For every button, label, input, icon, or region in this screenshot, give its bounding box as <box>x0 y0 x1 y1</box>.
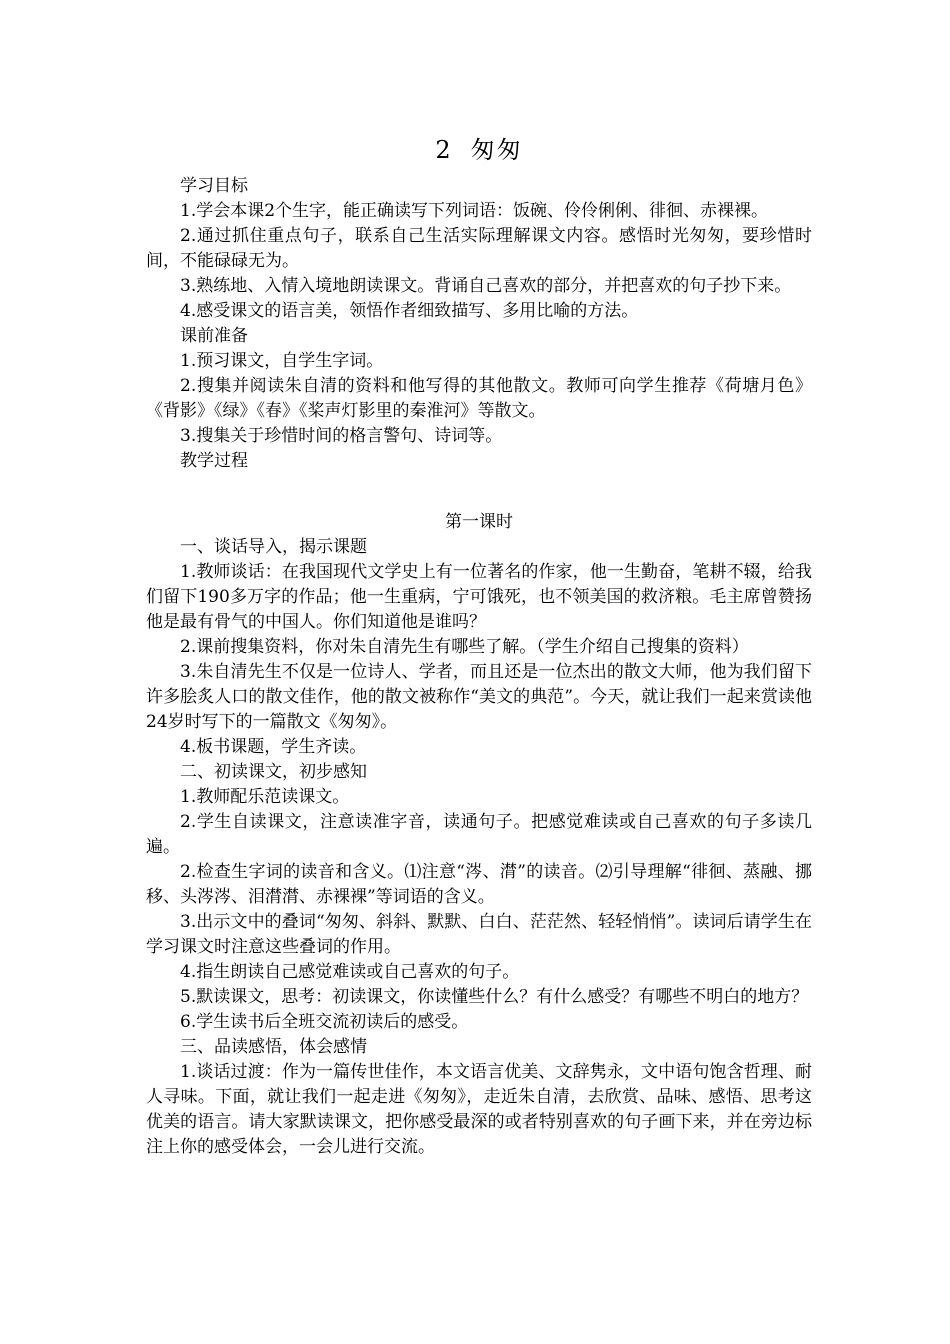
session-heading: 第一课时 <box>445 512 513 532</box>
process-heading: 教学过程 <box>180 451 248 471</box>
part2-item: 3.出示文中的叠词“匆匆、斜斜、默默、白白、茫茫然、轻轻悄悄”。读词后请学生在学习课文时注意这些叠词的作用。 <box>146 912 812 957</box>
objective-item: 3.熟练地、入情入境地朗读课文。背诵自己喜欢的部分，并把喜欢的句子抄下来。 <box>180 276 792 296</box>
part3-item: 1.谈话过渡：作为一篇传世佳作，本文语言优美、文辞隽永，文中语句饱含哲理、耐人寻味。下面，就让我们一起走进《匆匆》，走近朱自清，去欣赏、品味、感悟、思考这优美的语言。请大家默读课文，把你感受最深的或者特别喜欢的句子画下来，并在旁边标注上你的感受体会，一会儿进行交流。 <box>146 1062 812 1157</box>
prep-item: 1.预习课文，自学生字词。 <box>180 351 384 371</box>
objective-item: 4.感受课文的语言美，领悟作者细致描写、多用比喻的方法。 <box>180 301 639 321</box>
part2-heading: 二、初读课文，初步感知 <box>180 762 367 782</box>
objective-item: 1.学会本课2个生字，能正确读写下列词语：饭碗、伶伶俐俐、徘徊、赤裸裸。 <box>180 201 769 221</box>
part1-item: 2.课前搜集资料，你对朱自清先生有哪些了解。（学生介绍自己搜集的资料） <box>180 637 749 657</box>
part2-item: 6.学生读书后全班交流初读后的感受。 <box>180 1012 469 1032</box>
lesson-title <box>146 130 812 170</box>
part3-heading: 三、品读感悟，体会感情 <box>180 1037 367 1057</box>
part2-item: 4.指生朗读自己感觉难读或自己喜欢的句子。 <box>180 962 520 982</box>
lesson-number: 2 <box>435 136 453 164</box>
part2-item: 5.默读课文，思考：初读课文，你读懂些什么？有什么感受？有哪些不明白的地方？ <box>180 987 809 1007</box>
part1-item: 1.教师谈话：在我国现代文学史上有一位著名的作家，他一生勤奋，笔耕不辍，给我们留下190多万字的作品；他一生重病，宁可饿死，也不领美国的救济粮。毛主席曾赞扬他是最有骨气的中国人。你们知道他是谁吗？ <box>146 562 812 632</box>
objectives-heading: 学习目标 <box>180 176 248 196</box>
prep-heading: 课前准备 <box>180 326 248 346</box>
part1-heading: 一、谈话导入，揭示课题 <box>180 537 367 557</box>
objective-item: 2.通过抓住重点句子，联系自己生活实际理解课文内容。感悟时光匆匆，要珍惜时间，不能碌碌无为。 <box>146 226 812 271</box>
document-page <box>146 130 812 1160</box>
prep-item: 2.搜集并阅读朱自清的资料和他写得的其他散文。教师可向学生推荐《荷塘月色》《背影》《绿》《春》《桨声灯影里的秦淮河》等散文。 <box>146 376 812 421</box>
part1-item: 4.板书课题，学生齐读。 <box>180 737 367 757</box>
part1-item: 3.朱自清先生不仅是一位诗人、学者，而且还是一位杰出的散文大师，他为我们留下许多脍炙人口的散文佳作，他的散文被称作“美文的典范”。今天，就让我们一起来赏读他24岁时写下的一篇散文《匆匆》。 <box>146 662 812 732</box>
part2-item: 2.检查生字词的读音和含义。⑴注意“涔、潸”的读音。⑵引导理解“徘徊、蒸融、挪移、头涔涔、泪潸潸、赤裸裸”等词语的含义。 <box>146 862 812 907</box>
prep-item: 3.搜集关于珍惜时间的格言警句、诗词等。 <box>180 426 503 446</box>
lesson-title-text: 匆匆 <box>470 136 523 164</box>
part2-item: 2.学生自读课文，注意读准字音，读通句子。把感觉难读或自己喜欢的句子多读几遍。 <box>146 812 812 857</box>
part2-item: 1.教师配乐范读课文。 <box>180 787 350 807</box>
